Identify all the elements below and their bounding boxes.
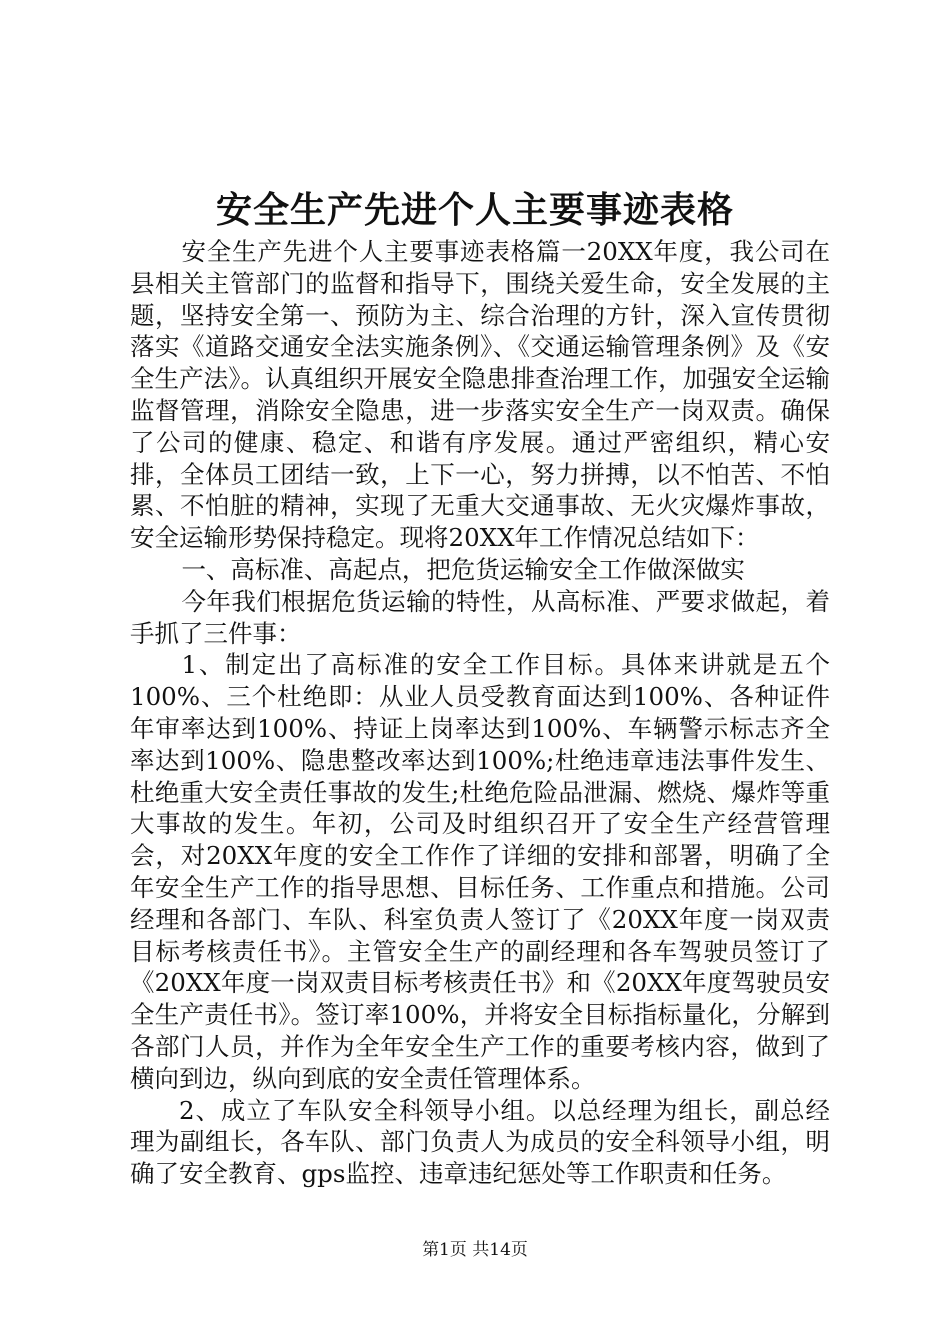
page-footer: 第1页 共14页 — [422, 1240, 528, 1260]
paragraph-intro: 安全生产先进个人主要事迹表格篇一20XX年度，我公司在县相关主管部门的监督和指导下，围绕关爱生命，安全发展的主题，坚持安全第一、预防为主、综合治理的方针，深入宣传贯彻落实《道路交通安全法实施条例》、《交通运输管理条例》及《安全生产法》。认真组织开展安全隐患排查治理工作，加强安全运输监督管理，消除安全隐患，进一步落实安全生产一岗双责。确保了公司的健康、稳定、和谐有序发展。通过严密组织，精心安排，全体员工团结一致，上下一心，努力拼搏，以不怕苦、不怕累、不怕脏的精神，实现了无重大交通事故、无火灾爆炸事故，安全运输形势保持稳定。现将20XX年工作情况总结如下： — [130, 237, 830, 553]
paragraph-three-things: 今年我们根据危货运输的特性，从高标准、严要求做起，着手抓了三件事： — [130, 586, 830, 648]
paragraph-item-2: 2、成立了车队安全科领导小组。以总经理为组长，副总经理为副组长，各车队、部门负责人为成员的安全科领导小组，明确了安全教育、gps监控、违章违纪惩处等工作职责和任务。 — [130, 1095, 830, 1189]
paragraph-item-1: 1、制定出了高标准的安全工作目标。具体来讲就是五个100%、三个杜绝即：从业人员受教育面达到100%、各种证件年审率达到100%、持证上岗率达到100%、车辆警示标志齐全率达到100%、隐患整改率达到100%;杜绝违章违法事件发生、杜绝重大安全责任事故的发生;杜绝危险品泄漏、燃烧、爆炸等重大事故的发生。年初，公司及时组织召开了安全生产经营管理会，对20XX年度的安全工作作了详细的安排和部署，明确了全年安全生产工作的指导思想、目标任务、工作重点和措施。公司经理和各部门、车队、科室负责人签订了《20XX年度一岗双责目标考核责任书》。主管安全生产的副经理和各车驾驶员签订了《20XX年度一岗双责目标考核责任书》和《20XX年度驾驶员安全生产责任书》。签订率100%，并将安全目标指标量化，分解到各部门人员，并作为全年安全生产工作的重要考核内容，做到了横向到边，纵向到底的安全责任管理体系。 — [130, 650, 830, 1093]
document-title: 安全生产先进个人主要事迹表格 — [215, 189, 734, 231]
section-heading-1: 一、高标准、高起点，把危货运输安全工作做深做实 — [181, 554, 745, 584]
document-body — [130, 236, 830, 1190]
